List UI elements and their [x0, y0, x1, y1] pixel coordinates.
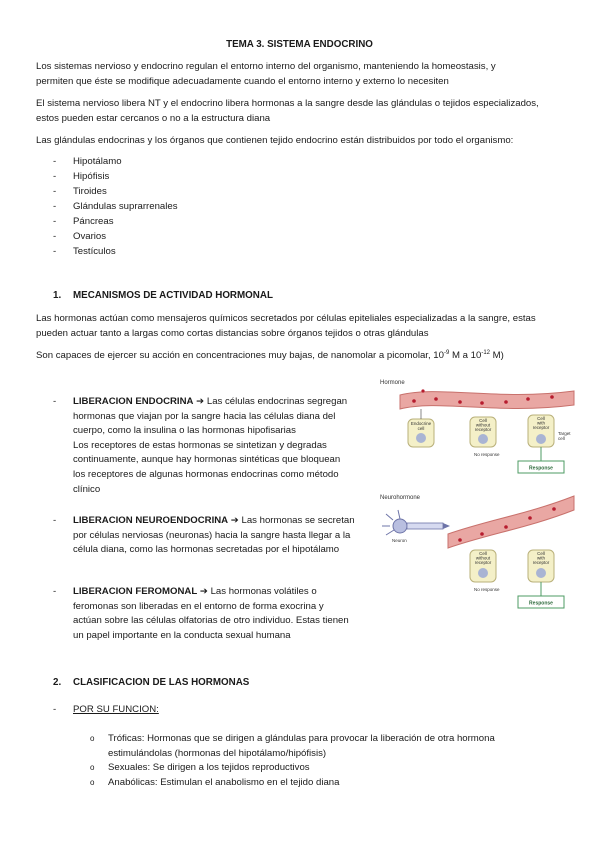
cell-nucleus: [536, 568, 546, 578]
exponent-nano: -9: [443, 349, 450, 356]
list-item-line: Tróficas: Hormonas que se dirigen a glándulas para provocar la liberación de otra hormona: [108, 733, 495, 744]
no-response-label: No response: [474, 452, 500, 457]
mechanism-endocrine: - LIBERACION ENDOCRINA ➔ Las células endocrinas segregan hormonas que viajan por la sangre hacia las células diana del cuerpo, como la insulina o las hormonas hipofisarias Los receptores de estas hormonas se sintetizan y degradas continuamente, aunque hay hormonas sintéticas que bloquean los receptores de algunas hormonas endocrinas como método clínico: [53, 395, 373, 497]
endocrine-cell-label: Endocrine: [410, 421, 432, 426]
target-cell-label: cell: [558, 436, 565, 441]
gland-item: - Páncreas: [53, 216, 114, 227]
concentration-text-end: M): [490, 350, 504, 361]
gland-item: - Hipófisis: [53, 171, 110, 182]
neuroendocrine-label: LIBERACION NEUROENDOCRINA: [73, 515, 229, 526]
section-1-p1-line1: Las hormonas actúan como mensajeros químicos secretados por células epiteliales especializadas a la sangre, estas: [36, 313, 536, 324]
list-item-line: Sexuales: Se dirigen a los tejidos reproductivos: [108, 762, 310, 774]
exponent-pico: -12: [481, 349, 490, 356]
cell-without-label: Cell: [479, 551, 487, 556]
neuroendocrine-line: por células nerviosas (neuronas) hacia la sangre hasta llegar a la: [73, 529, 351, 541]
cell-with-label: with: [536, 555, 546, 561]
blood-vessel: [448, 496, 574, 548]
endocrine-line: Los receptores de estas hormonas se sintetizan y degradas: [73, 439, 327, 451]
subheading-label: POR SU FUNCION:: [73, 704, 159, 715]
gland-label: Tiroides: [73, 186, 107, 197]
section-1-title: MECANISMOS DE ACTIVIDAD HORMONAL: [73, 290, 273, 301]
pheromone-label: LIBERACION FEROMONAL: [73, 586, 198, 597]
endocrine-line: continuamente, aunque hay hormonas sintéticas que bloquean: [73, 454, 341, 466]
intro-p1-line1: Los sistemas nervioso y endocrino regulan el entorno interno del organismo, manteniendo la homeostasis, y: [36, 61, 496, 72]
gland-label: Glándulas suprarrenales: [73, 201, 178, 212]
subheading-by-function: - POR SU FUNCION:: [53, 704, 159, 715]
gland-label: Páncreas: [73, 216, 114, 227]
cell-without-label: receptor: [474, 427, 492, 432]
page-title: TEMA 3. SISTEMA ENDOCRINO: [226, 39, 373, 50]
section-1-number: 1.: [53, 290, 62, 301]
concentration-text-mid: M a 10: [449, 350, 482, 361]
intro-p1-line2: permiten que éste se modifique adecuadamente cuando el entorno interno y externo lo necesiten: [36, 75, 449, 87]
section-2-heading: [53, 676, 249, 691]
list-item: o Sexuales: Se dirigen a los tejidos reproductivos: [90, 761, 560, 776]
section-1-heading: [53, 289, 273, 304]
gland-label: Hipófisis: [73, 171, 110, 182]
gland-item: - Hipotálamo: [53, 156, 122, 167]
pheromone-line: actúan sobre las células olfatorias de otro individuo. Estas tienen: [73, 615, 349, 627]
gland-list: [53, 155, 178, 260]
cell-nucleus: [536, 434, 546, 444]
intro-paragraph-3: Las glándulas endocrinas y los órganos que contienen tejido endocrino están distribuidos por todo el organismo:: [36, 135, 514, 146]
cell-without-label: without: [475, 555, 491, 561]
arrow-icon: ➔: [230, 515, 239, 526]
gland-label: Testículos: [73, 246, 116, 257]
mechanism-neuroendocrine: - LIBERACION NEUROENDOCRINA ➔ Las hormonas se secretan por células nerviosas (neuronas) hacia la sangre hasta llegar a la célula diana, como las hormonas secretadas por el hipotálamo: [53, 514, 373, 558]
cell-nucleus: [478, 434, 488, 444]
gland-item: - Testículos: [53, 246, 116, 257]
cell-without-label: without: [475, 422, 491, 428]
neuron-icon: [382, 510, 450, 535]
intro-paragraph-1: [36, 60, 562, 89]
hormone-caption: Hormone: [380, 380, 405, 386]
endocrine-line: hormonas que viajan por la sangre hacia las células diana del: [73, 410, 336, 422]
list-item-line: Anabólicas: Estimulan el anabolismo en el tejido diana: [108, 776, 340, 788]
pheromone-line: Las hormonas volátiles o: [207, 586, 317, 597]
cell-with-label: Cell: [537, 416, 545, 421]
cell-with-label: receptor: [532, 425, 550, 430]
intro-paragraph-2: [36, 97, 562, 126]
cell-nucleus: [478, 568, 488, 578]
endocrine-line: clínico: [73, 483, 101, 495]
neuroendocrine-line: célula diana, como las hormonas secretadas por el hipotálamo: [73, 544, 340, 556]
endocrine-line: los receptores de algunas hormonas endocrinas como método: [73, 468, 339, 480]
list-item-line: estimulándolas (hormonas del hipotálamo/hipófisis): [108, 747, 327, 759]
response-label: Response: [529, 465, 553, 472]
intro-p2-line1: El sistema nervioso libera NT y el endocrino libera hormonas a la sangre desde las glándulas o tejidos especializados,: [36, 98, 539, 109]
arrow-icon: ➔: [196, 396, 205, 407]
neuroendocrine-line: Las hormonas se secretan: [238, 515, 355, 526]
gland-item: - Ovarios: [53, 231, 107, 242]
blood-vessel: [400, 391, 574, 409]
cell-with-label: receptor: [532, 560, 550, 565]
target-cell-label: Target: [558, 431, 571, 436]
response-label: Response: [529, 600, 553, 607]
cell-without-label: receptor: [474, 560, 492, 565]
hormone-function-list: [90, 732, 560, 790]
no-response-label: No response: [474, 587, 500, 592]
endocrine-release-figure: [378, 375, 578, 483]
endocrine-line: cuerpo, como la insulina o las hormonas hipofisarias: [73, 425, 296, 437]
gland-label: Hipotálamo: [73, 156, 122, 167]
intro-p2-line2: estos pueden estar cercanos o no a la estructura diana: [36, 112, 271, 124]
arrow-icon: ➔: [199, 586, 208, 597]
list-item: o Anabólicas: Estimulan el anabolismo en el tejido diana: [90, 776, 560, 791]
section-2-title: CLASIFICACION DE LAS HORMONAS: [73, 677, 250, 688]
pheromone-line: un papel importante en la conducta sexual humana: [73, 629, 291, 641]
concentration-text: Son capaces de ejercer su acción en concentraciones muy bajas, de nanomolar a picomolar, 10: [36, 350, 444, 361]
neurohormone-caption: Neurohormone: [380, 495, 421, 501]
gland-item: - Glándulas suprarrenales: [53, 201, 178, 212]
endocrine-label: LIBERACION ENDOCRINA: [73, 396, 194, 407]
cell-without-label: Cell: [479, 418, 487, 423]
list-item: o Tróficas: Hormonas que se dirigen a glándulas para provocar la liberación de otra hormona estimulándolas (hormonas del hipotálamo/hipófisis): [90, 732, 560, 761]
section-1-paragraph-2: [36, 349, 576, 364]
pheromone-line: feromonas son liberadas en el entorno de forma exocrina y: [73, 600, 324, 612]
neuron-label: Neuron: [392, 538, 407, 543]
cell-with-label: Cell: [537, 551, 545, 556]
section-1-paragraph-1: [36, 312, 562, 341]
section-2-number: 2.: [53, 677, 62, 688]
neuroendocrine-release-figure: [378, 490, 578, 610]
mechanism-pheromone: - LIBERACION FEROMONAL ➔ Las hormonas volátiles o feromonas son liberadas en el entorno de forma exocrina y actúan sobre las células olfatorias de otro individuo. Estas tienen un papel importante en la conducta sexual humana: [53, 585, 373, 643]
section-1-p1-line2: pueden actuar tanto a largas como cortas distancias sobre órganos tejidos o otras glándulas: [36, 327, 429, 339]
cell-with-label: with: [536, 420, 546, 426]
gland-item: - Tiroides: [53, 186, 107, 197]
cell-nucleus: [416, 433, 426, 443]
endocrine-line: Las células endocrinas segregan: [204, 396, 348, 407]
endocrine-cell-label: cell: [417, 426, 425, 431]
gland-label: Ovarios: [73, 231, 107, 242]
